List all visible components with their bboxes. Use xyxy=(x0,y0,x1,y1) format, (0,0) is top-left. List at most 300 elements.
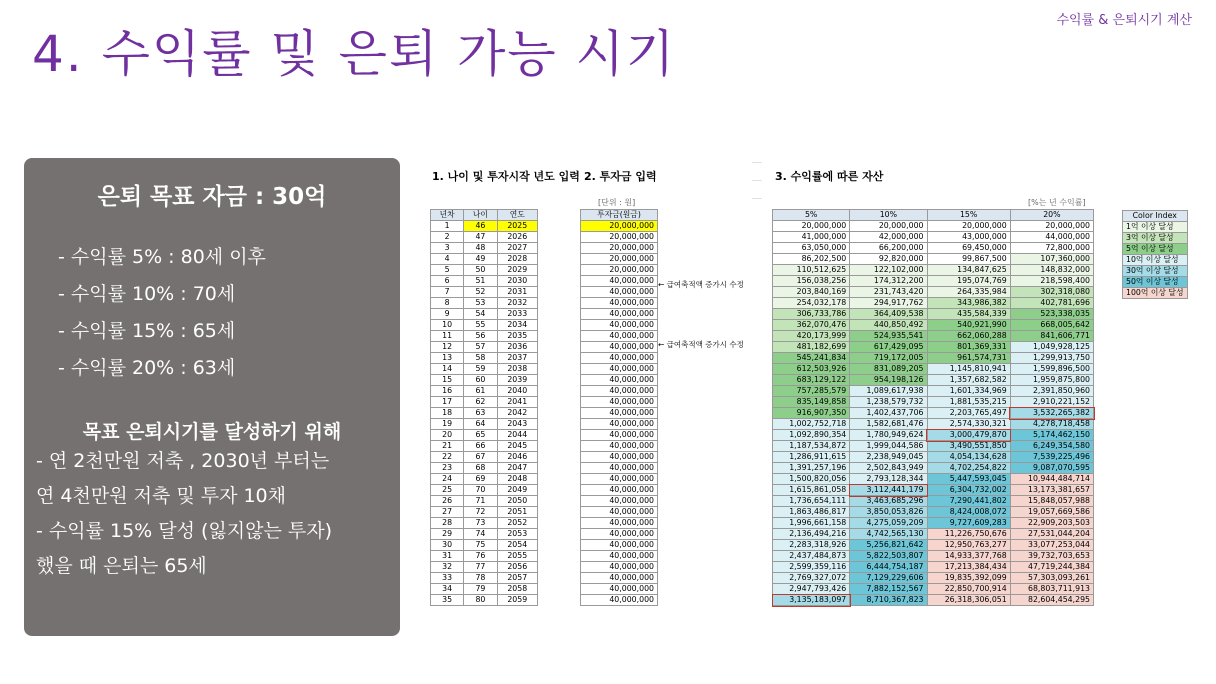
asset-cell: 362,070,476 xyxy=(773,320,850,331)
year-cell: 2044 xyxy=(497,430,537,441)
table-row xyxy=(773,364,1094,375)
asset-cell: 20,000,000 xyxy=(927,221,1010,232)
year-cell: 2029 xyxy=(497,265,537,276)
age-cell: 68 xyxy=(464,463,497,474)
legend-item: 50억 이상 달성 xyxy=(1123,277,1188,288)
age-cell: 65 xyxy=(464,430,497,441)
spreadsheet xyxy=(430,158,1190,636)
table-row xyxy=(773,573,1094,584)
asset-cell: 440,850,492 xyxy=(850,320,927,331)
table-row xyxy=(773,265,1094,276)
table-row xyxy=(581,540,658,551)
legend-row xyxy=(1123,244,1188,255)
year-index-cell: 8 xyxy=(431,298,464,309)
year-index-cell: 23 xyxy=(431,463,464,474)
year-cell: 2039 xyxy=(497,375,537,386)
investment-cell: 40,000,000 xyxy=(581,463,658,474)
asset-cell: 1,996,661,158 xyxy=(773,518,850,529)
age-cell: 51 xyxy=(464,276,497,287)
legend-item: 30억 이상 달성 xyxy=(1123,266,1188,277)
note-2035: ← 급여축적액 증가시 수정 xyxy=(658,340,744,349)
col-header: 5% xyxy=(773,210,850,221)
investment-cell: 40,000,000 xyxy=(581,353,658,364)
asset-cell: 99,867,500 xyxy=(927,254,1010,265)
asset-cell: 5,822,503,807 xyxy=(850,551,927,562)
asset-cell: 12,950,763,277 xyxy=(927,540,1010,551)
table-row xyxy=(581,298,658,309)
legend-item: 1억 이상 달성 xyxy=(1123,222,1188,233)
rate-line: - 수익률 15% : 65세 xyxy=(58,320,236,342)
asset-cell: 3,532,265,382 xyxy=(1010,408,1093,419)
asset-cell: 156,038,256 xyxy=(773,276,850,287)
table-row xyxy=(581,232,658,243)
corner-label: 수익률 & 은퇴시기 계산 xyxy=(1056,13,1192,28)
age-cell: 52 xyxy=(464,287,497,298)
asset-cell: 68,803,711,913 xyxy=(1010,584,1093,595)
investment-cell: 20,000,000 xyxy=(581,232,658,243)
asset-cell: 39,732,703,653 xyxy=(1010,551,1093,562)
table-row xyxy=(581,353,658,364)
age-table xyxy=(430,209,538,606)
year-cell: 2031 xyxy=(497,287,537,298)
asset-cell: 22,850,700,914 xyxy=(927,584,1010,595)
year-cell: 2058 xyxy=(497,584,537,595)
table-row xyxy=(773,386,1094,397)
investment-cell: 40,000,000 xyxy=(581,496,658,507)
year-index-cell: 32 xyxy=(431,562,464,573)
rate-note: [%는 년 수익률] xyxy=(1028,198,1086,207)
asset-cell: 218,598,400 xyxy=(1010,276,1093,287)
goal-line: - 연 2천만원 저축 , 2030년 부터는 xyxy=(36,450,330,472)
unit-note: [단위 : 원] xyxy=(598,198,636,207)
year-cell: 2037 xyxy=(497,353,537,364)
rate-line: - 수익률 10% : 70세 xyxy=(58,283,236,305)
year-cell: 2026 xyxy=(497,232,537,243)
year-index-cell: 26 xyxy=(431,496,464,507)
investment-cell: 40,000,000 xyxy=(581,287,658,298)
investment-cell: 40,000,000 xyxy=(581,386,658,397)
asset-cell: 2,599,359,116 xyxy=(773,562,850,573)
table-row xyxy=(773,540,1094,551)
asset-cell: 33,077,253,044 xyxy=(1010,540,1093,551)
goal-title: 목표 은퇴시기를 달성하기 위해 xyxy=(82,421,342,443)
legend-row xyxy=(1123,233,1188,244)
asset-cell: 481,182,699 xyxy=(773,342,850,353)
table-row xyxy=(773,309,1094,320)
year-index-cell: 22 xyxy=(431,452,464,463)
asset-cell: 9,087,070,595 xyxy=(1010,463,1093,474)
investment-cell: 40,000,000 xyxy=(581,342,658,353)
asset-cell: 13,173,381,657 xyxy=(1010,485,1093,496)
age-cell: 58 xyxy=(464,353,497,364)
age-cell: 55 xyxy=(464,320,497,331)
asset-cell: 7,290,441,802 xyxy=(927,496,1010,507)
table-row xyxy=(773,375,1094,386)
color-index-legend xyxy=(1122,210,1188,299)
asset-cell: 72,800,000 xyxy=(1010,243,1093,254)
table-row xyxy=(431,386,538,397)
legend-row xyxy=(1123,222,1188,233)
asset-cell: 2,238,949,045 xyxy=(850,452,927,463)
asset-cell: 20,000,000 xyxy=(1010,221,1093,232)
table-row xyxy=(581,375,658,386)
table-row xyxy=(431,265,538,276)
asset-cell: 3,850,053,826 xyxy=(850,507,927,518)
investment-cell: 40,000,000 xyxy=(581,375,658,386)
rate-line: - 수익률 20% : 63세 xyxy=(58,357,236,379)
investment-cell: 40,000,000 xyxy=(581,298,658,309)
age-cell: 70 xyxy=(464,485,497,496)
asset-cell: 66,200,000 xyxy=(850,243,927,254)
age-cell: 73 xyxy=(464,518,497,529)
table-row xyxy=(581,331,658,342)
year-cell: 2034 xyxy=(497,320,537,331)
table-row xyxy=(581,342,658,353)
year-index-cell: 2 xyxy=(431,232,464,243)
asset-cell: 2,910,221,152 xyxy=(1010,397,1093,408)
investment-cell: 40,000,000 xyxy=(581,408,658,419)
asset-cell: 254,032,178 xyxy=(773,298,850,309)
table-row xyxy=(431,529,538,540)
asset-cell: 662,060,288 xyxy=(927,331,1010,342)
year-index-cell: 35 xyxy=(431,595,464,606)
asset-cell: 2,203,765,497 xyxy=(927,408,1010,419)
asset-cell: 916,907,350 xyxy=(773,408,850,419)
asset-cell: 2,574,330,321 xyxy=(927,419,1010,430)
year-cell: 2057 xyxy=(497,573,537,584)
year-index-cell: 4 xyxy=(431,254,464,265)
asset-cell: 1,615,861,058 xyxy=(773,485,850,496)
asset-cell: 4,278,718,458 xyxy=(1010,419,1093,430)
year-index-cell: 3 xyxy=(431,243,464,254)
asset-cell: 3,112,441,179 xyxy=(850,485,927,496)
table-row xyxy=(773,485,1094,496)
table-row xyxy=(773,507,1094,518)
year-index-cell: 1 xyxy=(431,221,464,232)
rate-line: - 수익률 5% : 80세 이후 xyxy=(58,246,266,268)
asset-table xyxy=(772,209,1094,606)
table-row xyxy=(581,441,658,452)
table-row xyxy=(431,331,538,342)
table-row xyxy=(431,430,538,441)
year-cell: 2059 xyxy=(497,595,537,606)
asset-cell: 2,283,318,926 xyxy=(773,540,850,551)
year-index-cell: 15 xyxy=(431,375,464,386)
age-cell: 75 xyxy=(464,540,497,551)
investment-cell: 40,000,000 xyxy=(581,485,658,496)
year-index-cell: 21 xyxy=(431,441,464,452)
age-cell: 79 xyxy=(464,584,497,595)
table-row xyxy=(581,452,658,463)
panel-title: 은퇴 목표 자금 : 30억 xyxy=(97,184,327,210)
asset-cell: 1,391,257,196 xyxy=(773,463,850,474)
age-cell: 57 xyxy=(464,342,497,353)
investment-cell: 40,000,000 xyxy=(581,320,658,331)
asset-cell: 20,000,000 xyxy=(850,221,927,232)
asset-cell: 364,409,538 xyxy=(850,309,927,320)
year-cell: 2028 xyxy=(497,254,537,265)
asset-cell: 5,447,593,045 xyxy=(927,474,1010,485)
asset-cell: 107,360,000 xyxy=(1010,254,1093,265)
asset-cell: 27,531,044,204 xyxy=(1010,529,1093,540)
table-row xyxy=(773,342,1094,353)
asset-cell: 435,584,339 xyxy=(927,309,1010,320)
year-cell: 2035 xyxy=(497,331,537,342)
table-row xyxy=(431,441,538,452)
asset-cell: 7,882,152,567 xyxy=(850,584,927,595)
asset-cell: 306,733,786 xyxy=(773,309,850,320)
asset-cell: 15,848,057,988 xyxy=(1010,496,1093,507)
age-cell: 59 xyxy=(464,364,497,375)
col-header: 10% xyxy=(850,210,927,221)
table-row xyxy=(773,243,1094,254)
year-index-cell: 24 xyxy=(431,474,464,485)
section-investment-input: 2. 투자금 입력 xyxy=(584,170,657,183)
asset-cell: 831,089,205 xyxy=(850,364,927,375)
table-row xyxy=(581,584,658,595)
table-row xyxy=(431,353,538,364)
asset-cell: 1,599,896,500 xyxy=(1010,364,1093,375)
table-row xyxy=(431,364,538,375)
age-cell: 78 xyxy=(464,573,497,584)
table-row xyxy=(581,364,658,375)
year-cell: 2054 xyxy=(497,540,537,551)
investment-cell: 40,000,000 xyxy=(581,430,658,441)
age-cell: 50 xyxy=(464,265,497,276)
asset-cell: 5,256,821,642 xyxy=(850,540,927,551)
col-header: 15% xyxy=(927,210,1010,221)
year-index-cell: 31 xyxy=(431,551,464,562)
asset-cell: 420,173,999 xyxy=(773,331,850,342)
investment-cell: 40,000,000 xyxy=(581,573,658,584)
asset-cell: 1,582,681,476 xyxy=(850,419,927,430)
investment-cell: 20,000,000 xyxy=(581,221,658,232)
year-index-cell: 18 xyxy=(431,408,464,419)
asset-cell: 294,917,762 xyxy=(850,298,927,309)
table-row xyxy=(773,474,1094,485)
age-cell: 67 xyxy=(464,452,497,463)
table-row xyxy=(773,232,1094,243)
investment-cell: 40,000,000 xyxy=(581,540,658,551)
investment-cell: 40,000,000 xyxy=(581,507,658,518)
asset-cell: 1,089,617,938 xyxy=(850,386,927,397)
asset-cell: 540,921,990 xyxy=(927,320,1010,331)
age-cell: 48 xyxy=(464,243,497,254)
asset-cell: 4,702,254,822 xyxy=(927,463,1010,474)
table-row xyxy=(581,474,658,485)
age-cell: 80 xyxy=(464,595,497,606)
investment-cell: 20,000,000 xyxy=(581,265,658,276)
asset-cell: 1,357,682,582 xyxy=(927,375,1010,386)
table-row xyxy=(581,551,658,562)
asset-cell: 26,318,306,051 xyxy=(927,595,1010,606)
year-index-cell: 9 xyxy=(431,309,464,320)
section-age-input: 1. 나이 및 투자시작 년도 입력 xyxy=(432,170,580,183)
investment-cell: 40,000,000 xyxy=(581,595,658,606)
asset-cell: 1,500,820,056 xyxy=(773,474,850,485)
asset-cell: 69,450,000 xyxy=(927,243,1010,254)
table-row xyxy=(431,408,538,419)
asset-cell: 1,402,437,706 xyxy=(850,408,927,419)
investment-cell: 40,000,000 xyxy=(581,474,658,485)
age-cell: 72 xyxy=(464,507,497,518)
table-row xyxy=(773,584,1094,595)
asset-cell: 617,429,095 xyxy=(850,342,927,353)
year-index-cell: 19 xyxy=(431,419,464,430)
age-cell: 60 xyxy=(464,375,497,386)
table-row xyxy=(773,441,1094,452)
year-index-cell: 33 xyxy=(431,573,464,584)
age-cell: 66 xyxy=(464,441,497,452)
age-cell: 62 xyxy=(464,397,497,408)
table-row xyxy=(431,419,538,430)
table-row xyxy=(431,595,538,606)
year-cell: 2055 xyxy=(497,551,537,562)
asset-cell: 3,135,183,097 xyxy=(773,595,850,606)
table-row xyxy=(431,496,538,507)
table-row xyxy=(431,485,538,496)
table-row xyxy=(773,562,1094,573)
legend-header: Color Index xyxy=(1123,211,1188,222)
legend-item: 10억 이상 달성 xyxy=(1123,255,1188,266)
asset-cell: 92,820,000 xyxy=(850,254,927,265)
asset-cell: 195,074,769 xyxy=(927,276,1010,287)
table-row xyxy=(581,386,658,397)
investment-cell: 40,000,000 xyxy=(581,309,658,320)
note-2030: ← 급여축적액 증가시 수정 xyxy=(658,280,744,289)
asset-cell: 2,947,793,426 xyxy=(773,584,850,595)
year-cell: 2045 xyxy=(497,441,537,452)
age-cell: 56 xyxy=(464,331,497,342)
asset-cell: 719,172,005 xyxy=(850,353,927,364)
asset-cell: 1,145,810,941 xyxy=(927,364,1010,375)
investment-cell: 40,000,000 xyxy=(581,419,658,430)
asset-cell: 6,444,754,187 xyxy=(850,562,927,573)
table-row xyxy=(431,562,538,573)
table-row xyxy=(431,507,538,518)
asset-cell: 545,241,834 xyxy=(773,353,850,364)
asset-cell: 264,335,984 xyxy=(927,287,1010,298)
investment-cell: 40,000,000 xyxy=(581,518,658,529)
table-row xyxy=(581,518,658,529)
col-header: 나이 xyxy=(464,210,497,221)
asset-cell: 110,512,625 xyxy=(773,265,850,276)
asset-cell: 1,238,579,732 xyxy=(850,397,927,408)
asset-cell: 231,743,420 xyxy=(850,287,927,298)
year-index-cell: 29 xyxy=(431,529,464,540)
asset-cell: 174,312,200 xyxy=(850,276,927,287)
table-row xyxy=(773,419,1094,430)
investment-cell: 40,000,000 xyxy=(581,276,658,287)
asset-cell: 524,935,541 xyxy=(850,331,927,342)
age-cell: 76 xyxy=(464,551,497,562)
age-cell: 71 xyxy=(464,496,497,507)
table-row xyxy=(581,419,658,430)
asset-cell: 961,574,731 xyxy=(927,353,1010,364)
investment-cell: 20,000,000 xyxy=(581,243,658,254)
investment-cell: 40,000,000 xyxy=(581,331,658,342)
asset-cell: 82,604,454,295 xyxy=(1010,595,1093,606)
goal-line: 했을 때 은퇴는 65세 xyxy=(36,555,207,577)
legend-row xyxy=(1123,255,1188,266)
table-row xyxy=(431,463,538,474)
asset-cell: 43,000,000 xyxy=(927,232,1010,243)
asset-cell: 6,249,354,580 xyxy=(1010,441,1093,452)
year-cell: 2027 xyxy=(497,243,537,254)
legend-item: 100억 이상 달성 xyxy=(1123,288,1188,299)
year-index-cell: 7 xyxy=(431,287,464,298)
asset-cell: 841,606,771 xyxy=(1010,331,1093,342)
investment-cell: 40,000,000 xyxy=(581,551,658,562)
year-cell: 2051 xyxy=(497,507,537,518)
year-index-cell: 6 xyxy=(431,276,464,287)
table-row xyxy=(773,551,1094,562)
year-cell: 2050 xyxy=(497,496,537,507)
table-row xyxy=(581,562,658,573)
table-row xyxy=(581,397,658,408)
asset-cell: 302,318,080 xyxy=(1010,287,1093,298)
table-row xyxy=(773,408,1094,419)
asset-cell: 2,437,484,873 xyxy=(773,551,850,562)
age-cell: 69 xyxy=(464,474,497,485)
asset-cell: 3,490,551,850 xyxy=(927,441,1010,452)
age-cell: 49 xyxy=(464,254,497,265)
table-row xyxy=(431,276,538,287)
asset-cell: 2,793,128,344 xyxy=(850,474,927,485)
asset-cell: 4,742,565,130 xyxy=(850,529,927,540)
asset-cell: 1,999,044,586 xyxy=(850,441,927,452)
asset-cell: 10,944,484,714 xyxy=(1010,474,1093,485)
investment-cell: 40,000,000 xyxy=(581,364,658,375)
year-index-cell: 14 xyxy=(431,364,464,375)
asset-cell: 203,840,169 xyxy=(773,287,850,298)
year-cell: 2042 xyxy=(497,408,537,419)
table-row xyxy=(773,430,1094,441)
table-row xyxy=(581,265,658,276)
table-row xyxy=(773,298,1094,309)
table-row xyxy=(581,276,658,287)
legend-row xyxy=(1123,288,1188,299)
asset-cell: 683,129,122 xyxy=(773,375,850,386)
year-cell: 2053 xyxy=(497,529,537,540)
asset-cell: 63,050,000 xyxy=(773,243,850,254)
year-index-cell: 13 xyxy=(431,353,464,364)
asset-cell: 1,736,654,111 xyxy=(773,496,850,507)
col-header: 20% xyxy=(1010,210,1093,221)
asset-cell: 8,710,367,823 xyxy=(850,595,927,606)
year-index-cell: 30 xyxy=(431,540,464,551)
table-row xyxy=(431,298,538,309)
investment-cell: 40,000,000 xyxy=(581,397,658,408)
asset-cell: 5,174,462,150 xyxy=(1010,430,1093,441)
asset-cell: 402,781,696 xyxy=(1010,298,1093,309)
table-row xyxy=(581,221,658,232)
asset-cell: 3,463,685,296 xyxy=(850,496,927,507)
year-index-cell: 20 xyxy=(431,430,464,441)
asset-cell: 19,057,669,586 xyxy=(1010,507,1093,518)
asset-cell: 148,832,000 xyxy=(1010,265,1093,276)
asset-cell: 1,601,334,969 xyxy=(927,386,1010,397)
legend-item: 5억 이상 달성 xyxy=(1123,244,1188,255)
asset-cell: 343,986,382 xyxy=(927,298,1010,309)
year-cell: 2025 xyxy=(497,221,537,232)
asset-cell: 47,719,244,384 xyxy=(1010,562,1093,573)
asset-cell: 757,285,579 xyxy=(773,386,850,397)
table-row xyxy=(581,408,658,419)
table-row xyxy=(431,254,538,265)
table-row xyxy=(431,551,538,562)
asset-cell: 1,881,535,215 xyxy=(927,397,1010,408)
